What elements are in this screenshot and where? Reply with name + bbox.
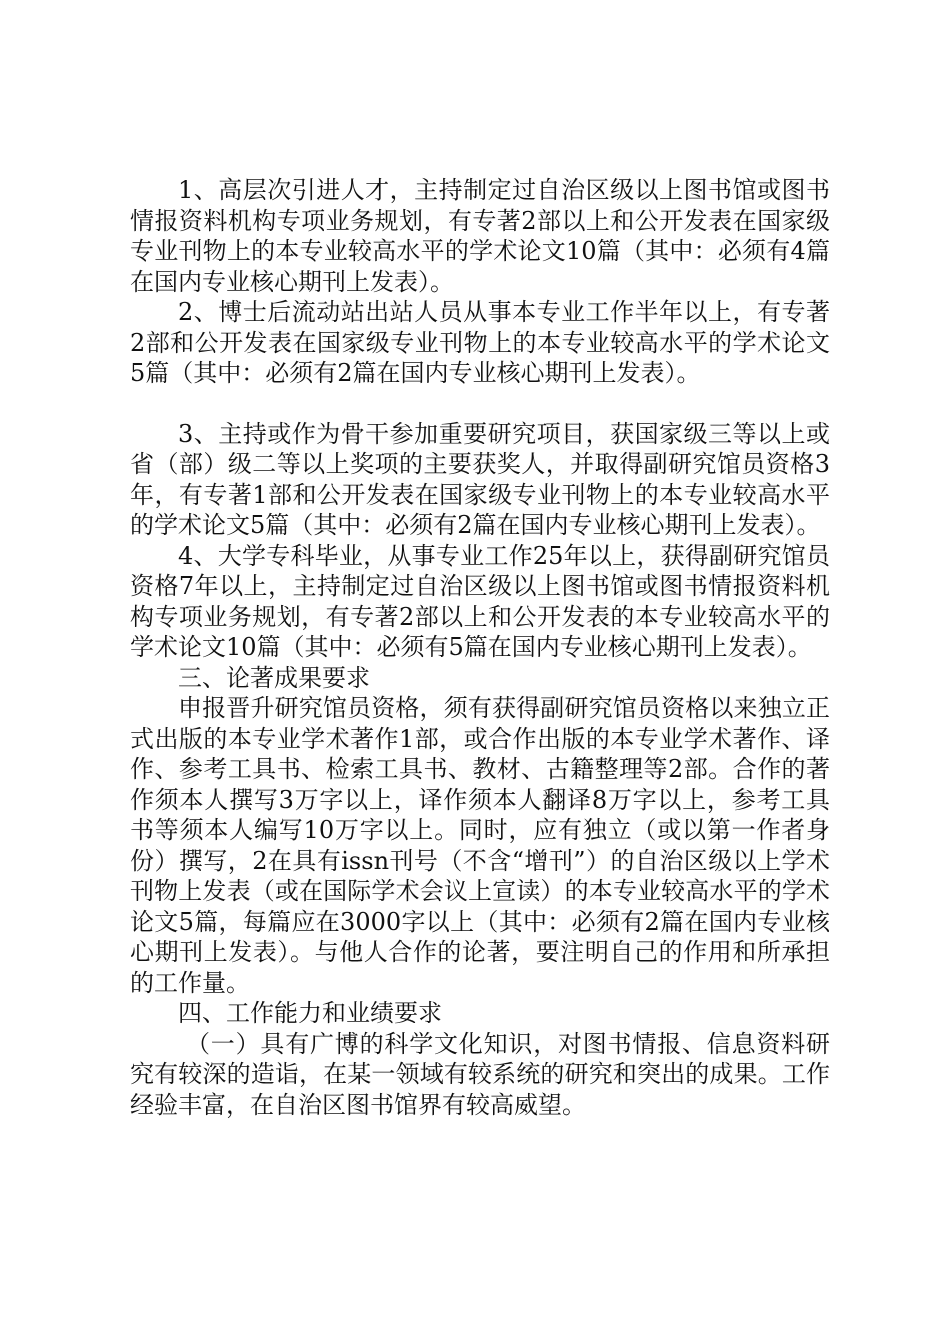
paragraph-2: 2、博士后流动站出站人员从事本专业工作半年以上，有专著2部和公开发表在国家级专业刊物上的本专业较高水平的学术论文5篇（其中：必须有2篇在国内专业核心期刊上发表）。 — [130, 298, 830, 387]
paragraph-1: 1、高层次引进人才，主持制定过自治区级以上图书馆或图书情报资料机构专项业务规划，有专著2部以上和公开发表在国家级专业刊物上的本专业较高水平的学术论文10篇（其中：必须有4篇在国内专业核心期刊上发表）。 — [130, 176, 830, 296]
paragraph-6: （一）具有广博的科学文化知识，对图书情报、信息资料研究有较深的造诣，在某一领域有较系统的研究和突出的成果。工作经验丰富，在自治区图书馆界有较高威望。 — [130, 1029, 830, 1119]
section-heading-3: 三、论著成果要求 — [178, 663, 370, 692]
section-heading-4: 四、工作能力和业绩要求 — [178, 999, 442, 1027]
paragraph-5: 申报晋升研究馆员资格，须有获得副研究馆员资格以来独立正式出版的本专业学术著作1部，或合作出版的本专业学术著作、译作、参考工具书、检索工具书、教材、古籍整理等2部。合作的著作须本人撰写3万字以上，译作须本人翻译8万字以上，参考工具书等须本人编写10万字以上。同时，应有独立（或以第一作者身份）撰写，2在具有issn刊号（不含“增刊”）的自治区级以上学术刊物上发表（或在国际学术会议上宣读）的本专业较高水平的学术论文5篇，每篇应在3000字以上（其中：必须有2篇在国内专业核心期刊上发表）。与他人合作的论著，要注明自己的作用和所承担的工作量。 — [130, 694, 830, 997]
document-page — [130, 175, 830, 1120]
paragraph-3: 3、主持或作为骨干参加重要研究项目，获国家级三等以上或省（部）级二等以上奖项的主要获奖人，并取得副研究馆员资格3年，有专著1部和公开发表在国家级专业刊物上的本专业较高水平的学术论文5篇（其中：必须有2篇在国内专业核心期刊上发表）。 — [130, 419, 830, 539]
paragraph-4: 4、大学专科毕业，从事专业工作25年以上，获得副研究馆员资格7年以上，主持制定过自治区级以上图书馆或图书情报资料机构专项业务规划，有专著2部以上和公开发表的本专业较高水平的学术论文10篇（其中：必须有5篇在国内专业核心期刊上发表）。 — [130, 541, 830, 661]
